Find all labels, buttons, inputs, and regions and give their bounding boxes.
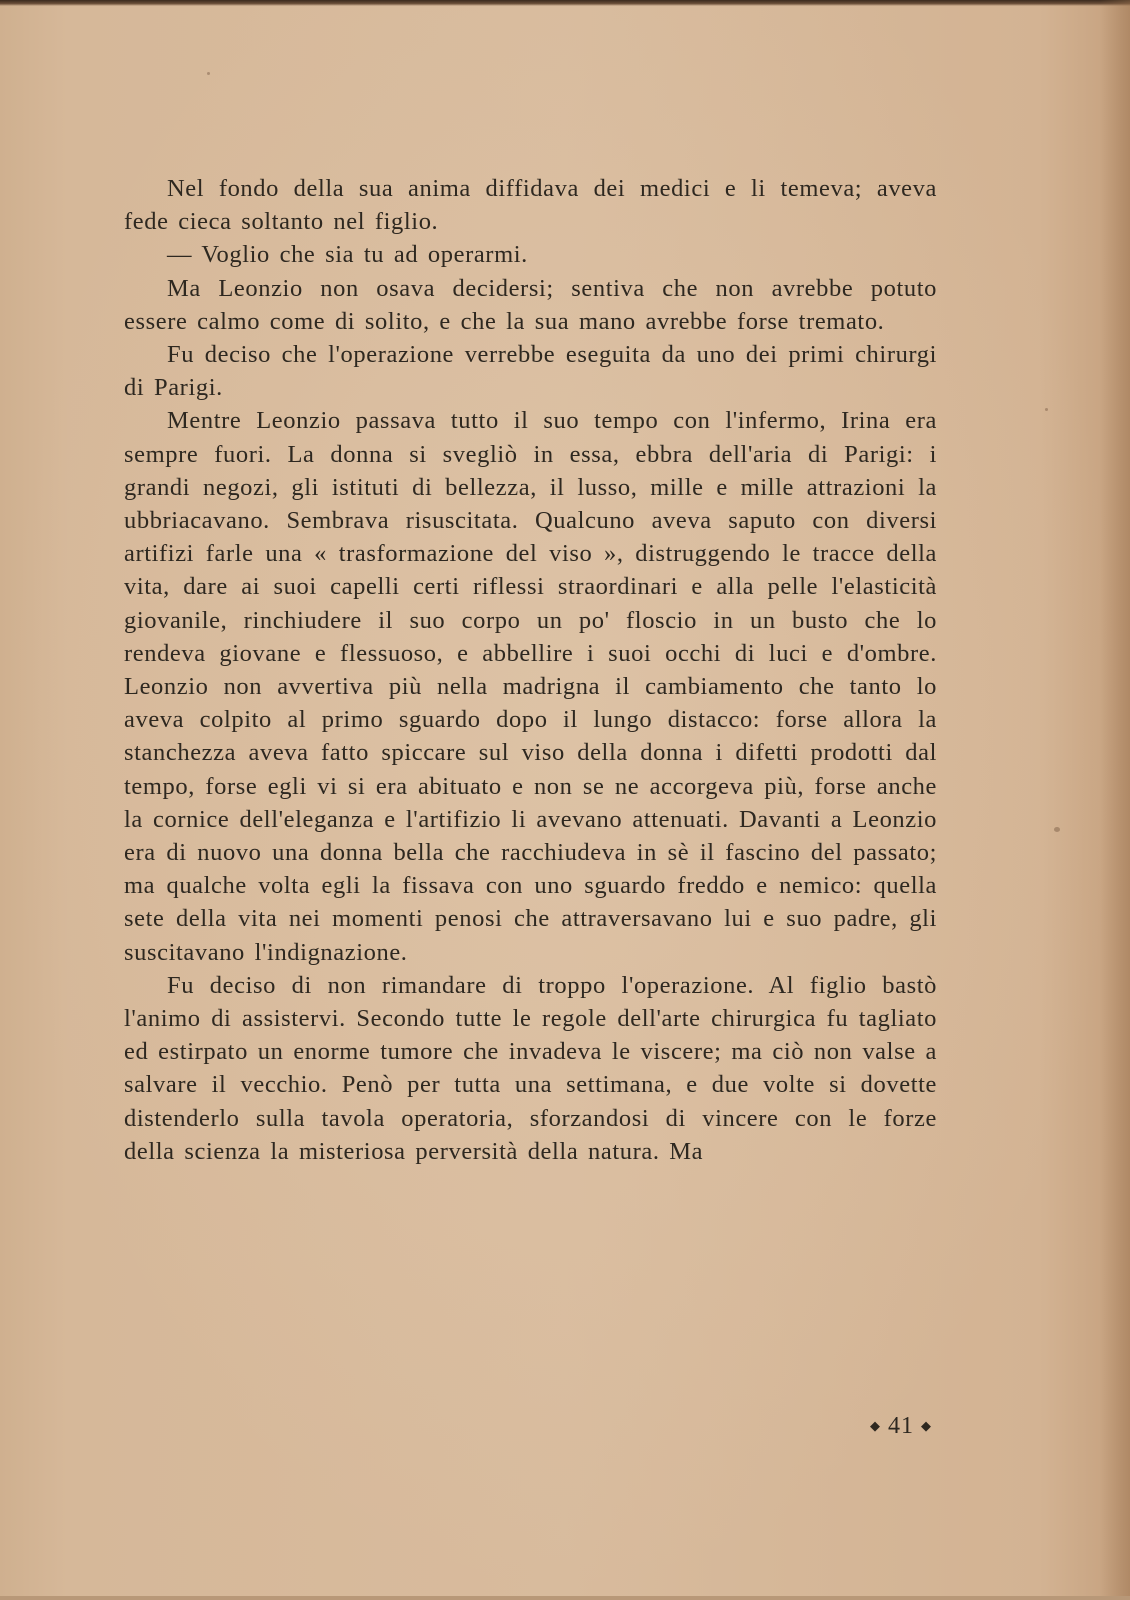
paper-speck <box>207 72 210 75</box>
paragraph: — Voglio che sia tu ad operarmi. <box>167 241 528 269</box>
paragraph: Ma Leonzio non osava decidersi; sentiva che non avrebbe potuto essere calmo come di solito, e che la sua mano avrebbe forse tremato. <box>124 274 937 335</box>
paragraph: Fu deciso di non rimandare di troppo l'operazione. Al figlio bastò l'animo di assistervi. Secondo tutte le regole dell'arte chirurgica fu tagliato ed estirpato un enorme tumore che invadeva le viscere; ma ciò non valse a salvare il vecchio. Penò per tutta una settimana, e due volte si dovette distenderlo sulla tavola operatoria, sforzandosi di vincere con le forze della scienza la misteriosa perversità della natura. Ma <box>124 971 937 1165</box>
paragraph: Mentre Leonzio passava tutto il suo tempo con l'infermo, Irina era sempre fuori. La donna si svegliò in essa, ebbra dell'aria di Parigi: i grandi negozi, gli istituti di bellezza, il lusso, mille e mille attrazioni la ubbriacavano. Sembrava risuscitata. Qualcuno aveva saputo con diversi artifizi farle una « trasformazione del viso », distruggendo le tracce della vita, dare ai suoi capelli certi riflessi straordinari e alla pelle l'elasticità giovanile, rinchiudere il suo corpo un po' floscio in un busto che lo rendeva giovane e flessuoso, e abbellire i suoi occhi di luci e d'ombre. Leonzio non avvertiva più nella madrigna il cambiamento che tanto lo aveva colpito al primo sguardo dopo il lungo distacco: forse allora la stanchezza aveva fatto spiccare sul viso della donna i difetti prodotti dal tempo, forse egli vi si era abituato e non se ne accorgeva più, forse anche la cornice dell'eleganza e l'artifizio li avevano attenuati. Davanti a Leonzio era di nuovo una donna bella che racchiudeva in sè il fascino del passato; ma qualche volta egli la fissava con uno sguardo freddo e nemico: quella sete della vita nei momenti penosi che attraversavano lui e suo padre, gli suscitavano l'indignazione. <box>124 407 937 966</box>
page-number-footer <box>856 1413 946 1440</box>
page-bottom-edge <box>0 1596 1130 1600</box>
paragraph: Nel fondo della sua anima diffidava dei medici e li temeva; aveva fede cieca soltanto nel figlio. <box>124 175 937 236</box>
page-top-edge <box>0 0 1130 6</box>
page-number: 41 <box>888 1413 914 1439</box>
diamond-ornament-icon: ◆ <box>870 1418 881 1433</box>
paragraph: Fu deciso che l'operazione verrebbe eseguita da uno dei primi chirurgi di Parigi. <box>124 341 937 402</box>
paper-speck <box>1045 408 1048 411</box>
page-gutter-shadow <box>1100 0 1130 1600</box>
paper-speck <box>1054 827 1060 832</box>
body-text <box>124 172 937 1168</box>
diamond-ornament-icon: ◆ <box>921 1418 932 1433</box>
